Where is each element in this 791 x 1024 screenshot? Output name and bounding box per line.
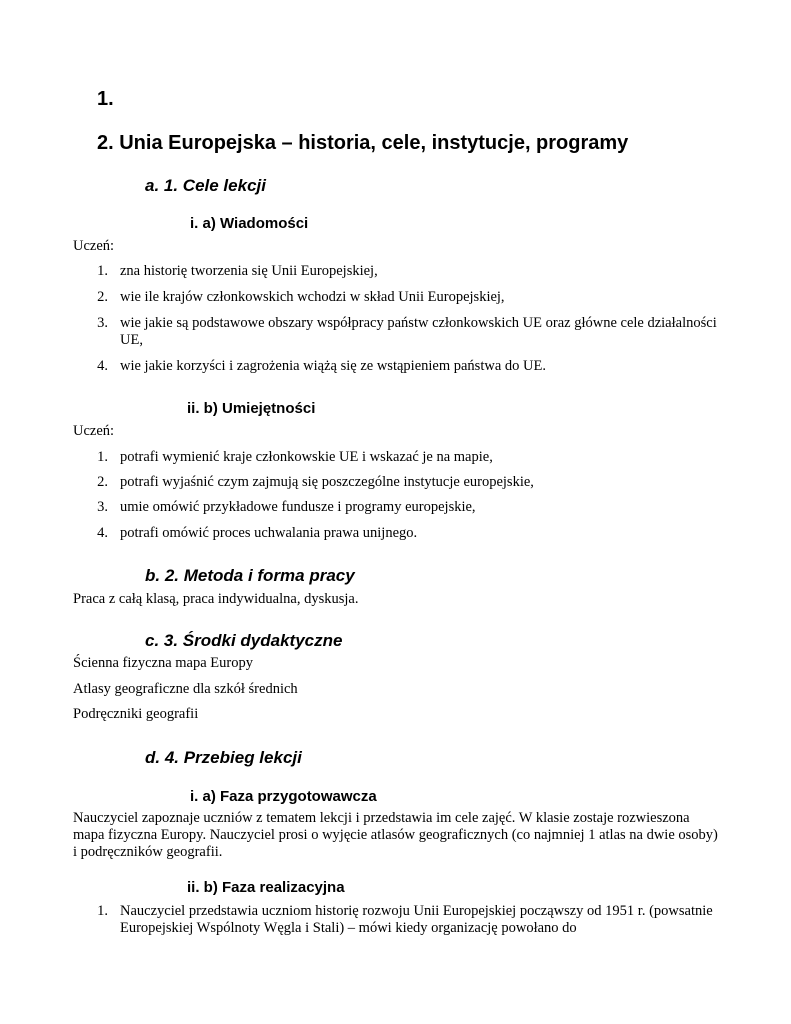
heading-srodki: c. 3. Środki dydaktyczne	[145, 631, 343, 650]
przygotowawcza-text: Nauczyciel zapoznaje uczniów z tematem lekcji i przedstawia im cele zajęć. W klasie zostaje rozwieszona mapa fizyczna Europy. Nauczyciel prosi o wyjęcie atlasów geograficznych (co najmniej 1 atlas na dwie osoby) i podręczników geografii.	[73, 810, 718, 860]
list-item-number: 2.	[97, 474, 108, 490]
list-item-number: 1.	[97, 903, 108, 919]
uczen-label-1: Uczeń:	[73, 238, 115, 254]
heading-wiadomosci: i. a) Wiadomości	[190, 215, 309, 232]
list-item-number: 3.	[97, 315, 108, 331]
heading-umiejetnosci: ii. b) Umiejętności	[187, 400, 316, 417]
heading-cele-lekcji: a. 1. Cele lekcji	[145, 176, 266, 195]
list-item-text: wie jakie korzyści i zagrożenia wiążą się ze wstąpieniem państwa do UE.	[120, 358, 546, 374]
srodki-item: Atlasy geograficzne dla szkół średnich	[73, 681, 298, 697]
list-item-number: 3.	[97, 499, 108, 515]
list-item-text: Nauczyciel przedstawia uczniom historię rozwoju Unii Europejskiej począwszy od 1951 r. (powsatnie Europejskiej Wspólnoty Węgla i Stali) – mówi kiedy organizację powołano do	[120, 903, 713, 936]
heading-1: 1.	[97, 88, 114, 110]
list-item-text: umie omówić przykładowe fundusze i programy europejskie,	[120, 499, 476, 515]
list-item-text: wie ile krajów członkowskich wchodzi w skład Unii Europejskiej,	[120, 289, 505, 305]
uczen-label-2: Uczeń:	[73, 423, 115, 439]
list-item-text: wie jakie są podstawowe obszary współpracy państw członkowskich UE oraz główne cele działalności UE,	[120, 315, 717, 348]
heading-2-title: 2. Unia Europejska – historia, cele, instytucje, programy	[97, 132, 629, 154]
list-item-text: zna historię tworzenia się Unii Europejskiej,	[120, 263, 378, 279]
list-item-number: 1.	[97, 263, 108, 279]
list-item-text: potrafi omówić proces uchwalania prawa unijnego.	[120, 525, 418, 541]
list-item-number: 4.	[97, 525, 108, 541]
heading-metoda: b. 2. Metoda i forma pracy	[145, 566, 355, 585]
list-item-number: 1.	[97, 449, 108, 465]
list-item-text: potrafi wymienić kraje członkowskie UE i wskazać je na mapie,	[120, 449, 493, 465]
list-item-number: 4.	[97, 358, 108, 374]
list-item-text: potrafi wyjaśnić czym zajmują się poszczególne instytucje europejskie,	[120, 474, 534, 490]
srodki-item: Ścienna fizyczna mapa Europy	[73, 655, 253, 671]
heading-przebieg: d. 4. Przebieg lekcji	[145, 748, 302, 767]
heading-przygotowawcza: i. a) Faza przygotowawcza	[190, 788, 377, 805]
list-item-number: 2.	[97, 289, 108, 305]
metoda-text: Praca z całą klasą, praca indywidualna, dyskusja.	[73, 591, 359, 607]
srodki-item: Podręczniki geografii	[73, 706, 199, 722]
heading-realizacyjna: ii. b) Faza realizacyjna	[187, 879, 345, 896]
